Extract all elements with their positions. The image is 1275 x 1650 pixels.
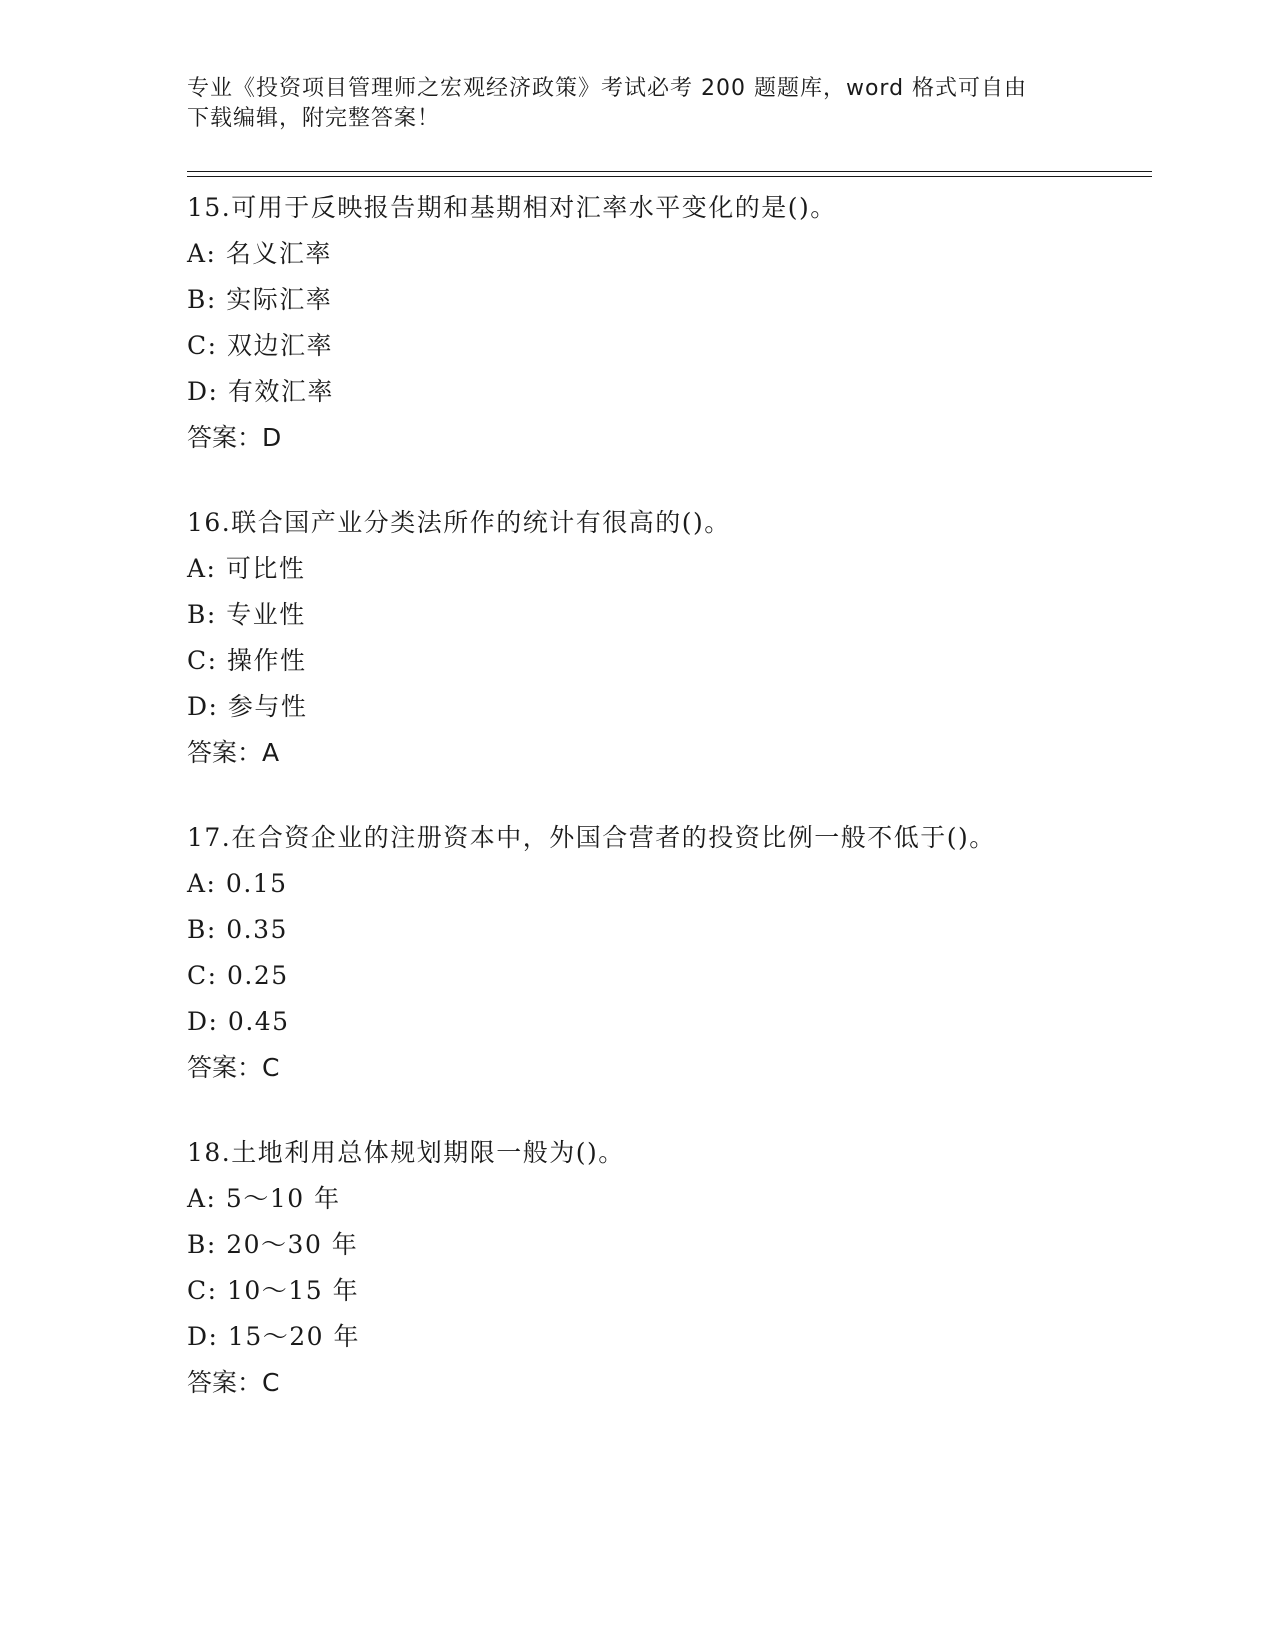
option-b: B: 实际汇率	[187, 285, 333, 314]
option-c: C: 0.25	[187, 961, 289, 990]
question-18	[187, 1130, 1152, 1406]
option-a: A: 0.15	[187, 869, 288, 898]
option-a: A: 可比性	[187, 554, 306, 583]
option-b: B: 专业性	[187, 600, 306, 629]
question-stem: 15.可用于反映报告期和基期相对汇率水平变化的是()。	[187, 193, 837, 222]
option-a: A: 5～10 年	[187, 1184, 341, 1213]
option-d: D: 参与性	[187, 692, 308, 721]
answer-key: C	[262, 1053, 282, 1082]
document-header	[187, 74, 1067, 134]
question-15	[187, 185, 1152, 461]
answer-line	[187, 1360, 1152, 1406]
answer-key: A	[262, 738, 282, 767]
option-d: D: 0.45	[187, 1007, 290, 1036]
question-stem: 18.土地利用总体规划期限一般为()。	[187, 1138, 625, 1167]
option-c: C: 操作性	[187, 646, 307, 675]
option-b: B: 0.35	[187, 915, 288, 944]
option-c: C: 双边汇率	[187, 331, 333, 360]
answer-key: C	[262, 1368, 282, 1397]
question-stem: 16.联合国产业分类法所作的统计有很高的()。	[187, 508, 731, 537]
header-line-2: 下载编辑，附完整答案！	[187, 106, 441, 131]
option-a: A: 名义汇率	[187, 239, 332, 268]
option-d: D: 15～20 年	[187, 1322, 360, 1351]
answer-line	[187, 1045, 1152, 1091]
option-b: B: 20～30 年	[187, 1230, 359, 1259]
header-divider-top	[187, 171, 1152, 172]
question-16	[187, 500, 1152, 776]
answer-label: 答案：	[187, 1368, 263, 1397]
question-stem: 17.在合资企业的注册资本中，外国合营者的投资比例一般不低于()。	[187, 823, 996, 852]
answer-key: D	[262, 423, 284, 452]
option-d: D: 有效汇率	[187, 377, 334, 406]
answer-label: 答案：	[187, 738, 263, 767]
header-line-1: 专业《投资项目管理师之宏观经济政策》考试必考 200 题题库，word 格式可自由	[187, 76, 1028, 101]
question-17	[187, 815, 1152, 1091]
answer-line	[187, 730, 1152, 776]
header-divider-bottom	[187, 176, 1152, 177]
answer-label: 答案：	[187, 1053, 263, 1082]
answer-line	[187, 415, 1152, 461]
option-c: C: 10～15 年	[187, 1276, 360, 1305]
answer-label: 答案：	[187, 423, 263, 452]
